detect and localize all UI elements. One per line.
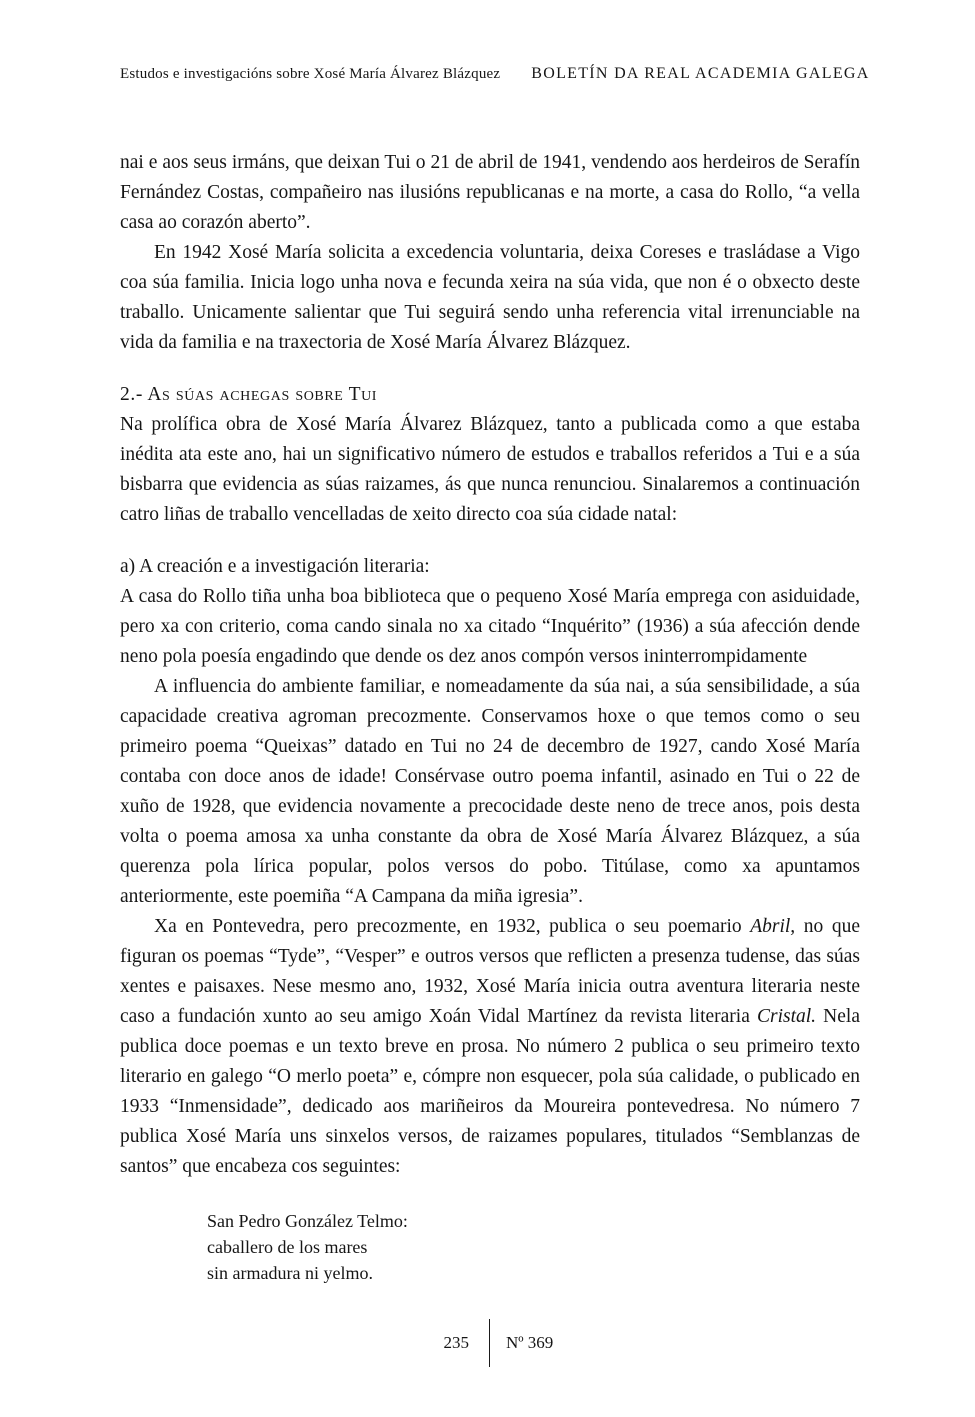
page-footer <box>0 1318 975 1368</box>
body-paragraph: nai e aos seus irmáns, que deixan Tui o 21 de abril de 1941, vendendo aos herdeiros de Serafín Fernández Costas, compañeiro nas ilusións republicanas e na morte, a casa do Rollo, “a vella casa ao corazón aberto”. <box>120 152 860 233</box>
verse-quote <box>207 1208 860 1286</box>
page-number: 235 <box>443 1333 469 1352</box>
journal-title: BOLETÍN DA REAL ACADEMIA GALEGA <box>531 65 870 82</box>
body-paragraph: A influencia do ambiente familiar, e nomeadamente da súa nai, a súa sensibilidade, a súa capacidade creativa agroman precozmente. Conservamos hoxe o que temos como o seu primeiro poema “Queixas” datado en Tui no 24 de decembro de 1927, cando Xosé María contaba con doce anos de idade! Consérvase outro poema infantil, asinado en Tui o 22 de xuño de 1928, que evidencia novamente a precocidade deste neno de trece anos, pois desta volta o poema amosa xa unha constante da obra de Xosé María Álvarez Blázquez, a súa querenza pola lírica popular, polos versos do pobo. Titúlase, como xa apuntamos anteriormente, este poemiña “A Campana da miña igresia”. <box>120 676 860 907</box>
issue-number: Nº 369 <box>506 1333 554 1352</box>
running-title: Estudos e investigacións sobre Xosé María Álvarez Blázquez <box>120 65 501 82</box>
verse-line: sin armadura ni yelmo. <box>207 1263 373 1283</box>
page-header <box>120 50 870 98</box>
page-body <box>120 148 860 1286</box>
subsection-heading: a) A creación e a investigación literaria: <box>120 556 430 577</box>
body-paragraph: Xa en Pontevedra, pero precozmente, en 1932, publica o seu poemario Abril, no que figuran os poemas “Tyde”, “Vesper” e outros versos que reflicten a presenza tudense, das súas xentes e paisaxes. Nese mesmo ano, 1932, Xosé María inicia outra aventura literaria neste caso a fundación xunto ao seu amigo Xoán Vidal Martínez da revista literaria Cristal. Nela publica doce poemas e un texto breve en prosa. No número 2 publica o seu primeiro texto literario en galego “O merlo poeta” e, cómpre non esquecer, pola súa calidade, o publicado en 1933 “Inmensidade”, dedicado aos mariñeiros da Moureira pontevedresa. No número 7 publica Xosé María uns sinxelos versos, de raizames populares, titulados “Semblanzas de santos” que encabeza cos seguintes: <box>120 916 860 1177</box>
body-paragraph: A casa do Rollo tiña unha boa biblioteca que o pequeno Xosé María emprega con asiduidade, pero xa con criterio, coma cando sinala no xa citado “Inquérito” (1936) a súa afección dende neno pola poesía engadindo que dende os dez anos compón versos ininterrompidamente <box>120 586 860 667</box>
verse-line: San Pedro González Telmo: <box>207 1211 408 1231</box>
body-paragraph: Na prolífica obra de Xosé María Álvarez Blázquez, tanto a publicada como a que estaba inédita ata este ano, hai un significativo número de estudos e traballos referidos a Tui e a súa bisbarra que evidencia as súas raizames, ás que nunca renunciou. Sinalaremos a continuación catro liñas de traballo vencelladas de xeito directo coa súa cidade natal: <box>120 414 860 525</box>
verse-line: caballero de los mares <box>207 1237 368 1257</box>
body-paragraph: En 1942 Xosé María solicita a excedencia voluntaria, deixa Coreses e trasládase a Vigo coa súa familia. Inicia logo unha nova e fecunda xeira na súa vida, que non é o obxecto deste traballo. Unicamente salientar que Tui seguirá sendo unha referencia vital irrenunciable na vida da familia e na traxectoria de Xosé María Álvarez Blázquez. <box>120 242 860 353</box>
section-heading: 2.- As súas achegas sobre Tui <box>120 384 378 405</box>
